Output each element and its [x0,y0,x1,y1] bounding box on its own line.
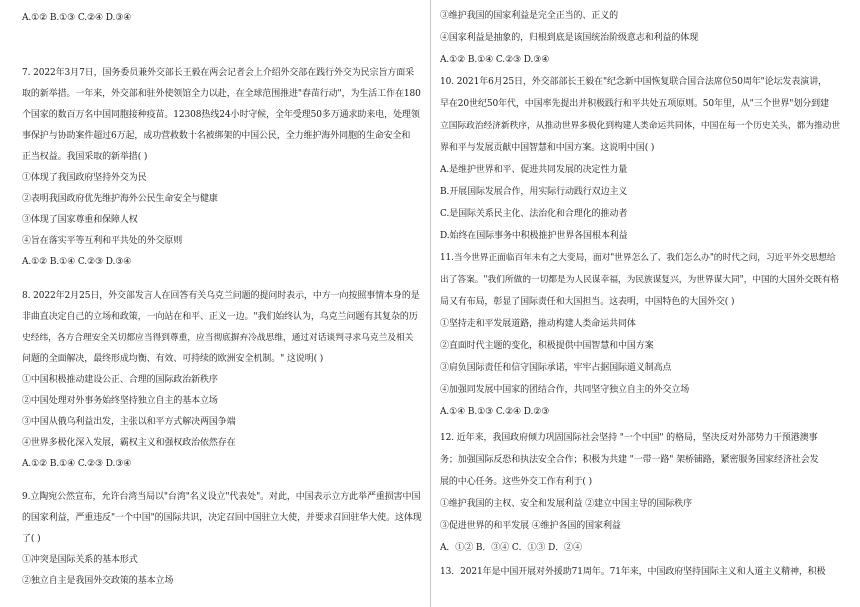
right-text-line: 局又有布局，彰显了国际责任和大国担当。这表明，中国特色的大国外交( ) [440,297,735,307]
left-text-line: ②中国处理对外事务始终坚持独立自主的基本立场 [22,396,218,406]
right-text-line: ①坚持走和平发展道路，推动构建人类命运共同体 [440,319,636,329]
left-text-line: ②表明我国政府优先维护海外公民生命安全与健康 [22,194,218,204]
left-text-line: 的国家利益，严重违反"一个中国"的国际共识，决定召回中国驻立大使，并要求召回驻华大使。这体现 [22,513,422,523]
column-divider [430,0,431,607]
right-text-line: 务；加强国际反恐和执法安全合作；积极为共建 "一带一路" 架桥铺路，紧密服务国家经济社会发 [440,455,819,465]
left-text-line: 9.立陶宛公然宣布，允许台湾当局以"台湾"名义设立"代表处"。对此，中国表示立方此举严重损害中国 [22,492,421,502]
left-text-line: ①冲突是国际关系的基本形式 [22,555,138,565]
left-text-line: ③体现了国家尊重和保障人权 [22,215,138,225]
left-text-line: 取的新举措。一年来，外交部和驻外使领馆全力以赴，在全球范围推进"春苗行动"，为生活工作在180 [22,89,421,99]
right-text-line: 10. 2021年6月25日，外交部部长王毅在"纪念新中国恢复联合国合法席位50周年"论坛发表演讲， [440,77,827,87]
right-text-line: 12. 近年来，我国政府倾力巩固国际社会坚持 "一个中国" 的格局，坚决反对外部势力干预港澳事 [440,433,818,443]
right-text-line: D.始终在国际事务中积极推护世界各国根本利益 [440,231,628,241]
right-text-line: 立国际政治经济新秩序，从推动世界多极化到构建人类命运共同体，中国在每一个历史关头，都为推动世 [440,121,841,131]
left-text-line: 史经纬，各方合理安全关切都应当得到尊重，应当彻底摒弃冷战思维，通过对话谈判寻求乌克兰及相关 [22,333,414,343]
left-text-line: A.①② B.①③ C.②④ D.③④ [22,13,132,23]
right-text-line: ④加强同发展中国家的团结合作，共同坚守独立自主的外交立场 [440,385,690,395]
left-text-line: ①中国积极推动建设公正、合理的国际政治新秩序 [22,375,218,385]
left-text-line: 8. 2022年2月25日，外交部发言人在回答有关乌克兰问题的提问时表示，中方一向按照事情本身的是 [22,291,420,301]
left-text-line: ②独立自主是我国外交政策的基本立场 [22,576,174,586]
right-text-line: ①维护我国的主权、安全和发展利益 ②建立中国主导的国际秩序 [440,499,692,509]
left-text-line: ④世界多极化深入发展，霸权主义和强权政治依然存在 [22,438,236,448]
left-text-line: 事保护与协助案件超过6万起，成功营救数十名被绑架的中国公民，全力维护海外同胞的生命安全和 [22,131,411,141]
left-text-line: 个国家的数百万名中国同胞接种疫苗。12308热线24小时守候，全年受理50多万通求助来电，处理领 [22,110,420,120]
right-text-line: A.①② B.①④ C.②③ D.③④ [440,55,550,65]
right-text-line: ③促进世界的和平发展 ④维护各国的国家利益 [440,521,621,531]
right-text-line: 出了答案。"我们所做的一切都是为人民谋幸福，为民族谋复兴，为世界谋大同"，中国的大国外交既有格 [440,275,840,285]
right-text-line: A.是维护世界和平、促进共同发展的决定性力量 [440,165,628,175]
left-text-line: A.①② B.①④ C.②③ D.③④ [22,257,132,267]
right-text-line: ③肩负国际责任和信守国际承诺，牢牢占据国际道义制高点 [440,363,672,373]
right-text-line: 11.当今世界正面临百年未有之大变局，面对"世界怎么了、我们怎么办"的时代之问，习近平外交思想给 [440,253,836,263]
right-text-line: ③维护我国的国家利益是完全正当的、正义的 [440,11,619,21]
right-text-line: A．①② B．③④ C．①③ D．②④ [440,543,582,553]
left-text-line: 7. 2022年3月7日，国务委员兼外交部长王毅在两会记者会上介绍外交部在践行外交为民宗旨方面采 [22,68,415,78]
right-text-line: C.是国际关系民主化、法治化和合理化的推动者 [440,209,628,219]
right-text-line: B.开展国际发展合作，用实际行动践行双边主义 [440,187,628,197]
left-text-line: 非曲直决定自己的立场和政策，一向站在和平、正义一边。"我们始终认为，乌克兰问题有其复杂的历 [22,312,418,322]
left-text-line: A.①② B.①④ C.②③ D.③④ [22,459,132,469]
right-text-line: ②直面时代主题的变化，积极提供中国智慧和中国方案 [440,341,654,351]
right-text-line: 界和平与发展贡献中国智慧和中国方案。这说明中国( ) [440,143,655,153]
right-text-line: 早在20世纪50年代，中国率先提出并积极践行和平共处五项原则。50年里，从"三个世界"划分到建 [440,99,829,109]
left-text-line: 了( ) [22,534,41,544]
left-text-line: 正当权益。我国采取的新举措( ) [22,152,148,162]
left-text-line: ③中国从俄乌利益出发，主张以和平方式解决两国争端 [22,417,236,427]
right-text-line: 13．2021年是中国开展对外援助71周年。71年来，中国政府坚持国际主义和人道主义精神，积极 [440,567,826,577]
right-text-line: ④国家利益是抽象的，归根到底是该国统治阶级意志和利益的体现 [440,33,699,43]
left-text-line: 问题的全面解决，最终形成均衡、有效、可持续的欧洲安全机制。" 这说明( ) [22,354,324,364]
right-text-line: 展的中心任务。这些外交工作有利于( ) [440,477,592,487]
left-text-line: ④旨在落实平等互利和平共处的外交原则 [22,236,183,246]
right-text-line: A.①④ B.①③ C.②④ D.②③ [440,407,550,417]
left-text-line: ①体现了我国政府坚持外交为民 [22,173,147,183]
